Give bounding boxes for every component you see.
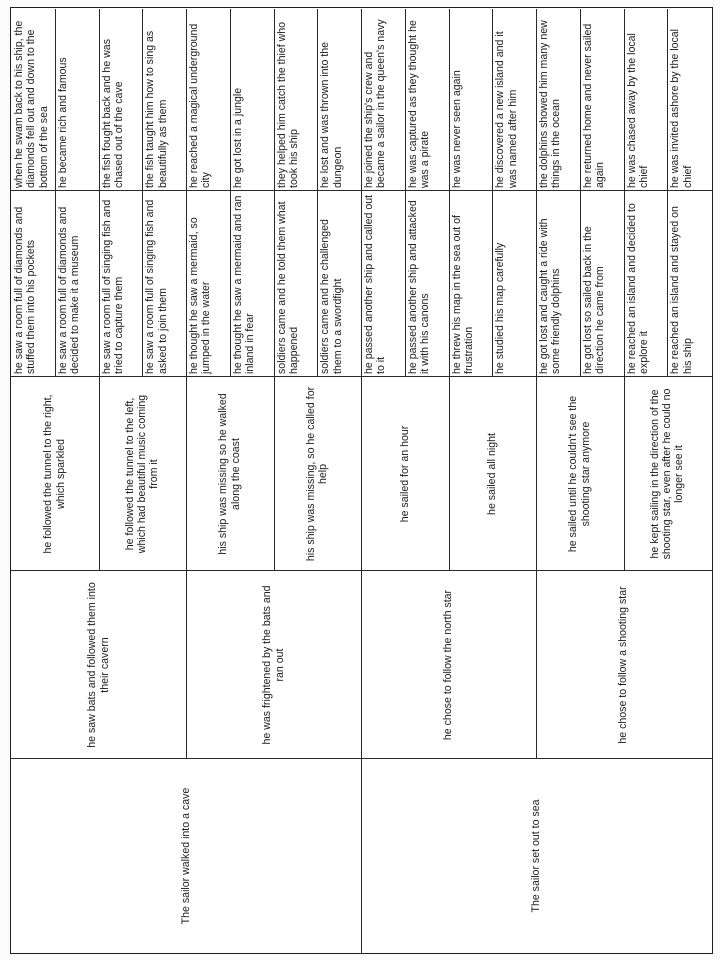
- twist-cell: [580, 191, 624, 377]
- event-cell-text: he followed the tunnel to the left, which had beautiful music coming from it: [123, 394, 161, 554]
- event-cell-text: he followed the tunnel to the right, which sparkled: [42, 394, 67, 554]
- twist-cell: [449, 191, 493, 377]
- ending-cell: [230, 9, 274, 191]
- twist-cell-text: he saw a room full of singing fish and asked to join them: [144, 199, 169, 374]
- row-divider: [449, 191, 450, 377]
- beginning-cell: [361, 759, 711, 953]
- beginning-cell-text: The sailor set out to sea: [529, 799, 542, 913]
- ending-cell: [99, 9, 143, 191]
- event-cell-text: he sailed until he couldn't see the shooting star anymore: [567, 395, 592, 553]
- row-divider: [186, 191, 187, 377]
- row-divider: [624, 377, 625, 571]
- ending-cell-text: the fish fought back and he was chased out of the cave: [100, 38, 125, 188]
- twist-cell: [55, 191, 99, 377]
- row-divider: [186, 9, 187, 191]
- row-divider: [624, 191, 625, 377]
- row-divider: [99, 377, 100, 571]
- ending-cell-text: he became rich and famous: [56, 57, 69, 188]
- ending-cell-text: he was captured as they thought he was a pirate: [406, 20, 432, 188]
- row-divider: [230, 9, 231, 191]
- row-divider: [361, 9, 362, 191]
- row-divider: [667, 9, 668, 191]
- twist-cell-text: he reached an island and decided to explore it: [625, 203, 650, 374]
- twist-cell-text: he got lost so sailed back in the direction he came from: [581, 226, 607, 374]
- row-divider: [317, 9, 318, 191]
- twist-cell: [624, 191, 668, 377]
- ending-cell-text: they helped him catch the thief who took his ship: [275, 21, 300, 188]
- row-divider: [405, 9, 406, 191]
- beginning-cell: [11, 759, 361, 953]
- ending-cell: [449, 9, 493, 191]
- event-cell: [186, 377, 274, 571]
- ending-cell: [317, 9, 361, 191]
- ending-cell: [274, 9, 318, 191]
- story-choices-table: [10, 7, 713, 954]
- row-divider: [580, 191, 581, 377]
- ending-cell-text: the fish taught him how to sing as beautifully as them: [144, 30, 169, 188]
- twist-cell: [274, 191, 318, 377]
- twist-cell-text: he thought he saw a mermaid, so jumped in the water: [188, 217, 213, 374]
- ending-cell: [55, 9, 99, 191]
- twist-cell: [230, 191, 274, 377]
- ending-cell: [624, 9, 668, 191]
- twist-cell: [667, 191, 711, 377]
- event-cell: [624, 377, 712, 571]
- twist-cell: [492, 191, 536, 377]
- ending-cell-text: he joined the ship's crew and became a sailor in the queen's navy: [363, 19, 388, 188]
- twist-cell-text: he threw his map in the sea out of frustration: [450, 215, 475, 374]
- choice-cell-text: he saw bats and followed them into their cavern: [86, 582, 111, 748]
- ending-cell: [11, 9, 55, 191]
- row-divider: [405, 191, 406, 377]
- twist-cell-text: he thought he saw a mermaid and ran inland in fear: [231, 195, 257, 374]
- event-cell: [99, 377, 187, 571]
- row-divider: [317, 191, 318, 377]
- event-cell-text: he sailed all night: [486, 433, 499, 515]
- twist-cell-text: soldiers came and he told them what happened: [275, 201, 300, 374]
- twist-cell: [361, 191, 405, 377]
- twist-cell-text: soldiers came and he challenged them to a swordfight: [319, 219, 344, 374]
- ending-cell-text: he discovered a new island and it was named after him: [494, 31, 519, 188]
- row-divider: [361, 759, 362, 953]
- choice-cell-text: he chose to follow the north star: [442, 589, 455, 741]
- ending-cell-text: he returned home and never sailed again: [581, 23, 607, 188]
- row-divider: [230, 191, 231, 377]
- row-divider: [667, 191, 668, 377]
- choice-cell: [361, 571, 536, 759]
- row-divider: [274, 9, 275, 191]
- ending-cell-text: he was never seen again: [450, 70, 463, 188]
- row-divider: [536, 9, 537, 191]
- twist-cell-text: he passed another ship and called out to it: [363, 194, 388, 374]
- ending-cell-text: when he swam back to his ship, the diamonds fell out and down to the bottom of the sea: [13, 20, 50, 188]
- choice-cell: [11, 571, 186, 759]
- row-divider: [142, 191, 143, 377]
- twist-cell: [11, 191, 55, 377]
- row-divider: [186, 571, 187, 759]
- row-divider: [492, 9, 493, 191]
- ending-cell-text: he got lost in a jungle: [231, 87, 244, 188]
- event-cell-text: his ship was missing so he walked along the coast: [217, 393, 242, 555]
- twist-cell: [405, 191, 449, 377]
- row-divider: [274, 377, 275, 571]
- ending-cell-text: he was chased away by the local chief: [625, 33, 650, 188]
- row-divider: [55, 191, 56, 377]
- row-divider: [274, 191, 275, 377]
- row-divider: [142, 9, 143, 191]
- ending-cell: [536, 9, 580, 191]
- row-divider: [361, 571, 362, 759]
- row-divider: [624, 9, 625, 191]
- row-divider: [99, 191, 100, 377]
- ending-cell-text: he was invited ashore by the local chief: [669, 29, 694, 188]
- ending-cell: [142, 9, 186, 191]
- row-divider: [449, 9, 450, 191]
- row-divider: [536, 377, 537, 571]
- ending-cell: [186, 9, 230, 191]
- event-cell-text: his ship was missing, so he called for help: [304, 386, 330, 562]
- event-cell-text: he sailed for an hour: [398, 425, 411, 523]
- row-divider: [361, 377, 362, 571]
- ending-cell: [405, 9, 449, 191]
- ending-cell: [492, 9, 536, 191]
- row-divider: [99, 9, 100, 191]
- ending-cell-text: he reached a magical underground city: [188, 23, 213, 188]
- choice-cell: [536, 571, 711, 759]
- row-divider: [186, 377, 187, 571]
- twist-cell-text: he got lost and caught a ride with some friendly dolphins: [538, 218, 563, 374]
- twist-cell-text: he reached an island and stayed on his ship: [669, 206, 694, 374]
- twist-cell: [142, 191, 186, 377]
- ending-cell-text: he lost and was thrown into the dungeon: [319, 41, 344, 188]
- row-divider: [492, 191, 493, 377]
- twist-cell-text: he passed another ship and attacked it with his canons: [406, 200, 432, 374]
- twist-cell: [536, 191, 580, 377]
- ending-cell: [667, 9, 711, 191]
- event-cell: [361, 377, 449, 571]
- twist-cell-text: he studied his map carefully: [494, 242, 507, 374]
- choice-cell-text: he chose to follow a shooting star: [617, 586, 630, 744]
- row-divider: [55, 9, 56, 191]
- event-cell: [536, 377, 624, 571]
- twist-cell-text: he saw a room full of singing fish and tried to capture them: [100, 199, 125, 374]
- ending-cell: [580, 9, 624, 191]
- row-divider: [536, 571, 537, 759]
- row-divider: [580, 9, 581, 191]
- event-cell: [449, 377, 537, 571]
- twist-cell-text: he saw a room full of diamonds and stuffed them into his pockets: [13, 206, 38, 374]
- row-divider: [536, 191, 537, 377]
- twist-cell: [99, 191, 143, 377]
- twist-cell: [186, 191, 230, 377]
- twist-cell: [317, 191, 361, 377]
- ending-cell-text: the dolphins showed him many new things in the ocean: [538, 20, 563, 188]
- event-cell: [11, 377, 99, 571]
- ending-cell: [361, 9, 405, 191]
- choice-cell: [186, 571, 361, 759]
- row-divider: [449, 377, 450, 571]
- event-cell-text: he kept sailing in the direction of the shooting star, even after he could no longer see it: [648, 388, 686, 560]
- event-cell: [274, 377, 362, 571]
- row-divider: [361, 191, 362, 377]
- choice-cell-text: he was frightened by the bats and ran out: [261, 585, 286, 745]
- beginning-cell-text: The sailor walked into a cave: [179, 787, 192, 925]
- twist-cell-text: he saw a room full of diamonds and decided to make it a museum: [56, 206, 82, 374]
